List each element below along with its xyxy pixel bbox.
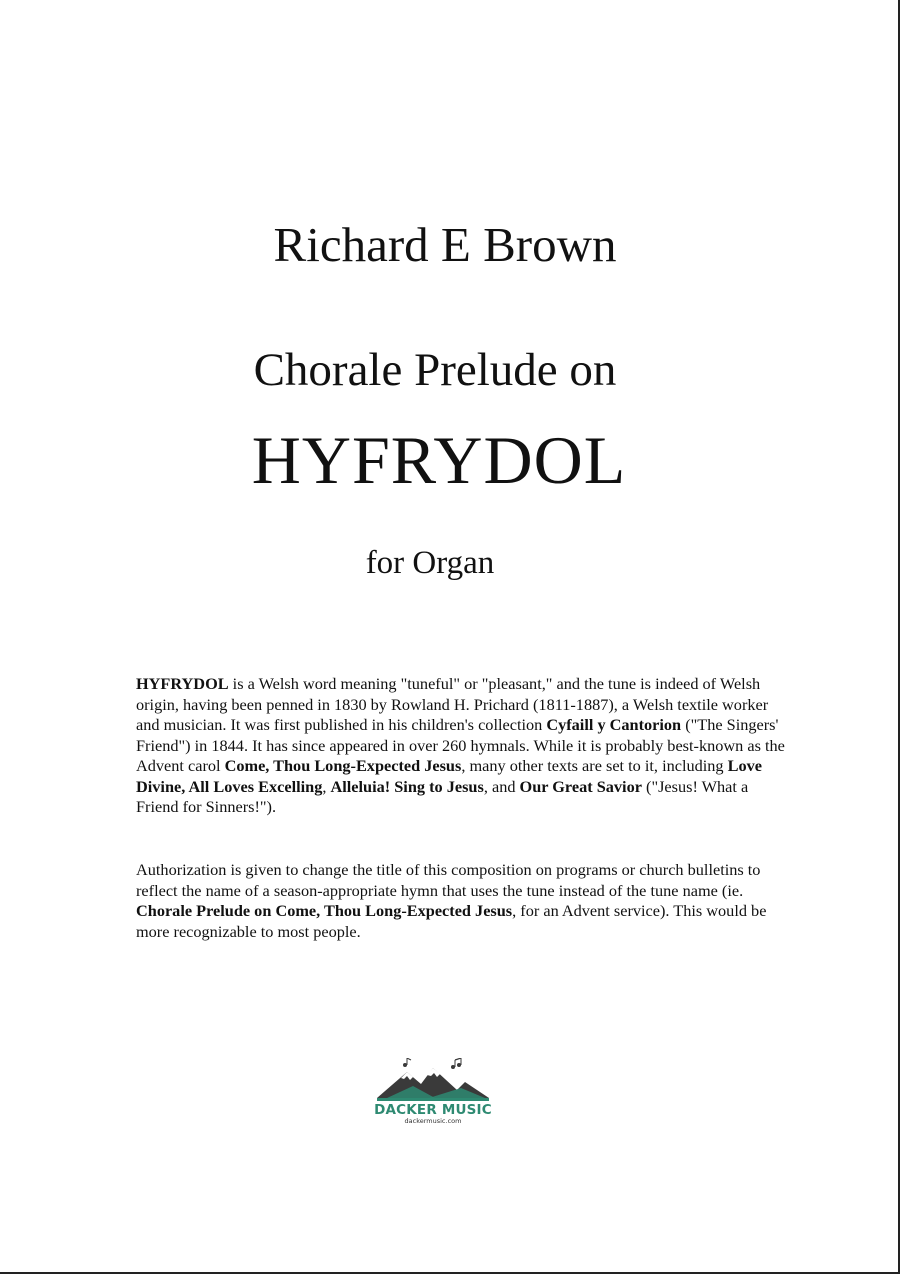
note-text: is a Welsh word meaning "tuneful" or "pleasant," and the tune is indeed of Welsh origin, having been penned in 1830 by Rowland H. Prichard (1811-1887), a Welsh textile worker and musician. It was first published in his children's collection (136, 674, 769, 734)
hymn-title-bold: Our Great Savior (519, 776, 642, 796)
note-text: , many other texts are set to it, including (461, 756, 728, 775)
hymn-title-bold: Alleluia! Sing to Jesus (330, 776, 484, 796)
tune-name-bold: HYFRYDOL (136, 674, 229, 693)
note-text: , for an Advent service). This would be more recognizable to most people. (136, 901, 767, 941)
hymn-title-bold: Love Divine, All Loves Excelling (136, 756, 763, 796)
hymn-title-bold: Come, Thou Long-Expected Jesus (224, 756, 462, 775)
note-text: Authorization is given to change the title of this composition on programs or church bulletins to reflect the name of a season-appropriate hymn that uses the tune instead of the tune name (ie. (136, 860, 761, 900)
publisher-url: dackermusic.com (404, 1117, 462, 1125)
publisher-name: DACKER MUSIC (374, 1102, 492, 1118)
program-note-paragraph (136, 674, 786, 818)
collection-name-bold: Cyfaill y Cantorion (546, 715, 682, 734)
mountain-logo-icon (373, 1058, 493, 1102)
note-text: , and (483, 776, 520, 796)
note-text: ("Jesus! What a Friend for Sinners!"). (136, 776, 749, 816)
title-prefix: Chorale Prelude on (253, 344, 617, 396)
alternate-title-bold: Chorale Prelude on Come, Thou Long-Expected Jesus (136, 901, 513, 920)
instrumentation-subtitle: for Organ (365, 545, 495, 581)
note-text: ("The Singers' Friend") in 1844. It has since appeared in over 260 hymnals. While it is probably best-known as the Advent carol (136, 715, 785, 775)
authorization-paragraph (136, 860, 786, 942)
composer-name: Richard E Brown (273, 217, 617, 272)
publisher-logo (368, 1058, 498, 1132)
page-title: HYFRYDOL (251, 422, 627, 498)
note-text: , (322, 776, 331, 796)
